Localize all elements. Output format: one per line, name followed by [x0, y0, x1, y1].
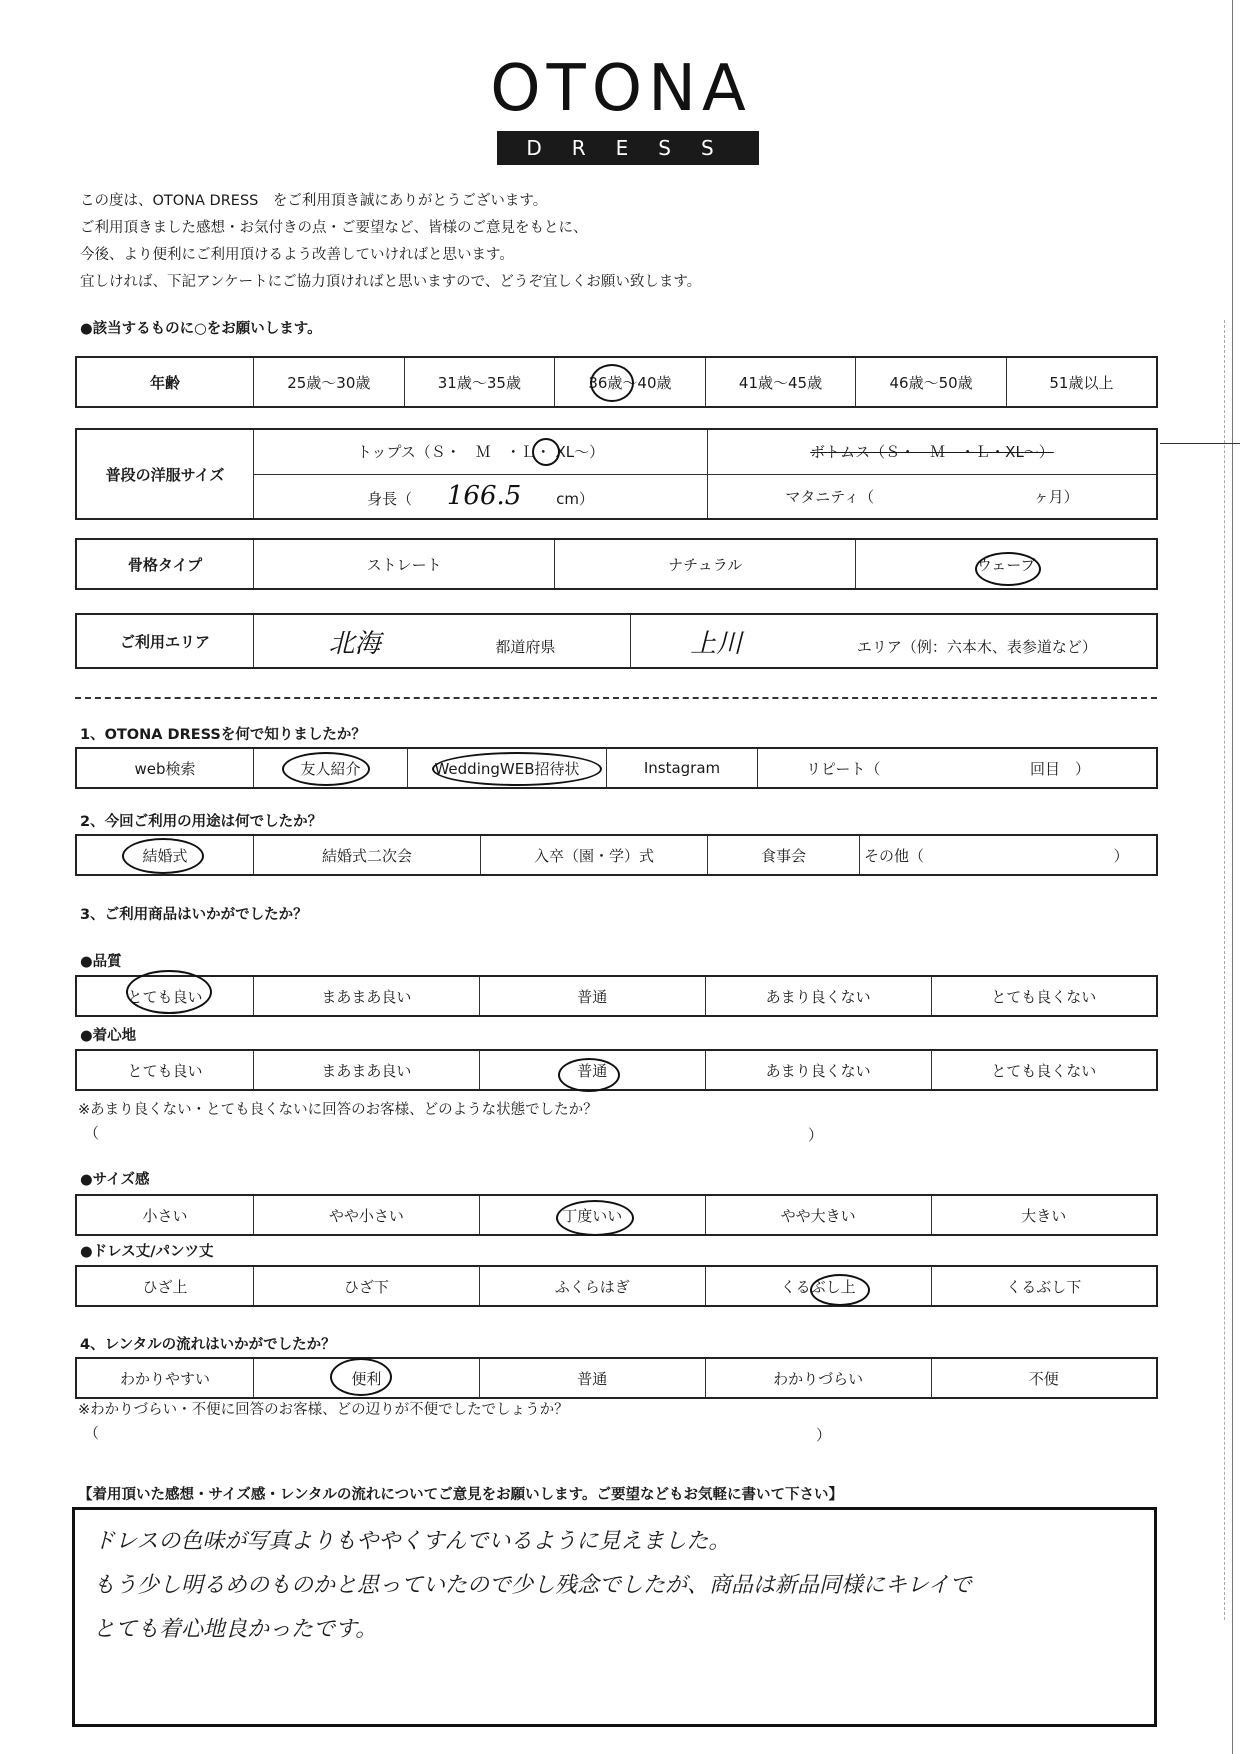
area-table [75, 613, 1158, 669]
q1-option-selected[interactable]: WeddingWEB招待状 [408, 748, 607, 788]
quality-label: ●品質 [80, 954, 122, 970]
q2-option[interactable]: 食事会 [708, 835, 860, 875]
intro-text [80, 188, 701, 296]
q4-option[interactable]: わかりづらい [705, 1358, 931, 1398]
area-label: ご利用エリア [76, 614, 254, 668]
age-option-selected[interactable]: 36歳〜40歳 [555, 357, 706, 407]
q2-other[interactable] [860, 835, 1158, 875]
scan-stub-line [1160, 443, 1240, 444]
comfort-note-close: ） [808, 1126, 824, 1144]
comfort-option[interactable]: あまり良くない [705, 1050, 931, 1090]
maternity-label: マタニティ（ [785, 487, 875, 506]
prefecture-suffix: 都道府県 [495, 637, 556, 656]
fit-option-selected[interactable]: 丁度いい [479, 1195, 705, 1235]
q1-repeat-count: 回目 ） [1029, 759, 1090, 778]
comments-box[interactable] [72, 1507, 1157, 1727]
comment-line: とても着心地良かったです。 [93, 1617, 378, 1642]
comfort-note-open: （ [84, 1124, 100, 1142]
section-divider [75, 697, 1157, 699]
length-option[interactable]: ふくらはぎ [479, 1266, 705, 1306]
logo-otona: OTONA [490, 52, 752, 126]
instruction-heading: ●該当するものに○をお願いします。 [80, 321, 322, 337]
height-unit: cm） [556, 490, 594, 509]
fit-option[interactable]: やや大きい [705, 1195, 931, 1235]
intro-line: 宜しければ、下記アンケートにご協力頂ければと思いますので、どうぞ宜しくお願い致します。 [80, 274, 702, 290]
comfort-label: ●着心地 [80, 1028, 137, 1044]
area-field[interactable] [631, 614, 1158, 668]
q4-table [75, 1357, 1158, 1399]
q1-title: 1、OTONA DRESSを何で知りましたか？ [80, 727, 366, 743]
q1-table [75, 747, 1158, 789]
maternity-field[interactable] [708, 474, 1158, 519]
quality-table [75, 975, 1158, 1017]
quality-option[interactable]: あまり良くない [705, 976, 931, 1016]
age-option[interactable]: 46歳〜50歳 [856, 357, 1007, 407]
comfort-option-selected[interactable]: 普通 [479, 1050, 705, 1090]
fit-option[interactable]: やや小さい [254, 1195, 480, 1235]
scan-edge-line [1232, 0, 1233, 1754]
length-option[interactable]: くるぶし下 [931, 1266, 1157, 1306]
height-field[interactable] [254, 474, 708, 519]
tops-size[interactable]: トップス（Ｓ・ Ｍ ・Ｌ・ XL〜） [254, 429, 708, 474]
comfort-option[interactable]: まあまあ良い [254, 1050, 480, 1090]
size-table [75, 428, 1158, 520]
length-label: ●ドレス丈/パンツ丈 [80, 1244, 214, 1260]
comment-line: もう少し明るめのものかと思っていたので少し残念でしたが、商品は新品同様にキレイで [93, 1573, 972, 1598]
q1-option[interactable]: web検索 [76, 748, 254, 788]
body-type-option[interactable]: ストレート [254, 539, 555, 589]
comments-title: 【着用頂いた感想・サイズ感・レンタルの流れについてご意見をお願いします。ご要望などもお気軽に書いて下さい】 [78, 1487, 843, 1503]
maternity-unit: ヶ月） [1033, 487, 1079, 506]
fit-option[interactable]: 大きい [931, 1195, 1157, 1235]
q1-option[interactable]: Instagram [607, 748, 758, 788]
intro-line: この度は、OTONA DRESS をご利用頂き誠にありがとうございます。 [80, 193, 548, 209]
q1-option-selected[interactable]: 友人紹介 [254, 748, 408, 788]
length-option[interactable]: ひざ下 [254, 1266, 480, 1306]
q4-option[interactable]: 普通 [479, 1358, 705, 1398]
age-option[interactable]: 51歳以上 [1006, 357, 1157, 407]
q1-repeat[interactable] [758, 748, 1158, 788]
q2-option-selected[interactable]: 結婚式 [76, 835, 254, 875]
q4-note-open: （ [84, 1424, 100, 1442]
q2-other-close: ） [1113, 846, 1129, 865]
quality-option[interactable]: 普通 [479, 976, 705, 1016]
q4-option[interactable]: わかりやすい [76, 1358, 254, 1398]
q4-title: 4、レンタルの流れはいかがでしたか？ [80, 1337, 336, 1353]
q2-table [75, 834, 1158, 876]
comfort-note: ※あまり良くない・とても良くないに回答のお客様、どのような状態でしたか？ [78, 1102, 598, 1118]
comfort-table [75, 1049, 1158, 1091]
comfort-option[interactable]: とても良くない [931, 1050, 1157, 1090]
age-table [75, 356, 1158, 408]
q4-note-close: ） [816, 1426, 832, 1444]
q4-option[interactable]: 不便 [931, 1358, 1157, 1398]
q2-title: 2、今回ご利用の用途は何でしたか？ [80, 814, 323, 830]
area-suffix: エリア（例：六本木、表参道など） [856, 637, 1097, 656]
length-table [75, 1265, 1158, 1307]
q2-option[interactable]: 結婚式二次会 [254, 835, 481, 875]
body-type-option[interactable]: ナチュラル [555, 539, 856, 589]
quality-option[interactable]: まあまあ良い [254, 976, 480, 1016]
comment-line: ドレスの色味が写真よりもややくすんでいるように見えました。 [93, 1529, 731, 1554]
q3-title: 3、ご利用商品はいかがでしたか？ [80, 907, 308, 923]
intro-line: 今後、より便利にご利用頂けるよう改善していければと思います。 [80, 247, 514, 263]
quality-option[interactable]: とても良くない [931, 976, 1157, 1016]
area-value: 上川 [690, 628, 743, 659]
body-type-option-selected[interactable]: ウェーブ [856, 539, 1157, 589]
quality-option-selected[interactable]: とても良い [76, 976, 254, 1016]
scan-edge-dashed-line [1224, 320, 1225, 1620]
prefecture-field[interactable] [254, 614, 631, 668]
comfort-option[interactable]: とても良い [76, 1050, 254, 1090]
q4-note: ※わかりづらい・不便に回答のお客様、どの辺りが不便でしたでしょうか？ [78, 1402, 569, 1418]
age-option[interactable]: 31歳〜35歳 [404, 357, 555, 407]
q4-option-selected[interactable]: 便利 [254, 1358, 480, 1398]
age-label: 年齢 [76, 357, 254, 407]
bottoms-size-text: ボトムス（Ｓ・ Ｍ ・Ｌ・XL〜） [810, 443, 1054, 462]
bottoms-size[interactable] [708, 429, 1158, 474]
prefecture-value: 北海 [328, 628, 381, 659]
age-option[interactable]: 25歳〜30歳 [254, 357, 405, 407]
fit-option[interactable]: 小さい [76, 1195, 254, 1235]
length-option-selected[interactable]: くるぶし上 [705, 1266, 931, 1306]
length-option[interactable]: ひざ上 [76, 1266, 254, 1306]
body-type-label: 骨格タイプ [76, 539, 254, 589]
height-label: 身長（ [367, 490, 413, 509]
logo-dress: DRESS [497, 131, 759, 165]
fit-table [75, 1194, 1158, 1236]
intro-line: ご利用頂きました感想・お気付きの点・ご要望など、皆様のご意見をもとに、 [80, 220, 588, 236]
height-value: 166.5 [446, 481, 522, 512]
fit-label: ●サイズ感 [80, 1172, 150, 1188]
q2-other-label: その他（ [864, 846, 925, 865]
body-type-table [75, 538, 1158, 590]
q1-repeat-label: リピート（ [806, 759, 881, 778]
age-option[interactable]: 41歳〜45歳 [705, 357, 856, 407]
size-label: 普段の洋服サイズ [76, 429, 254, 519]
q2-option[interactable]: 入卒（園・学）式 [481, 835, 708, 875]
